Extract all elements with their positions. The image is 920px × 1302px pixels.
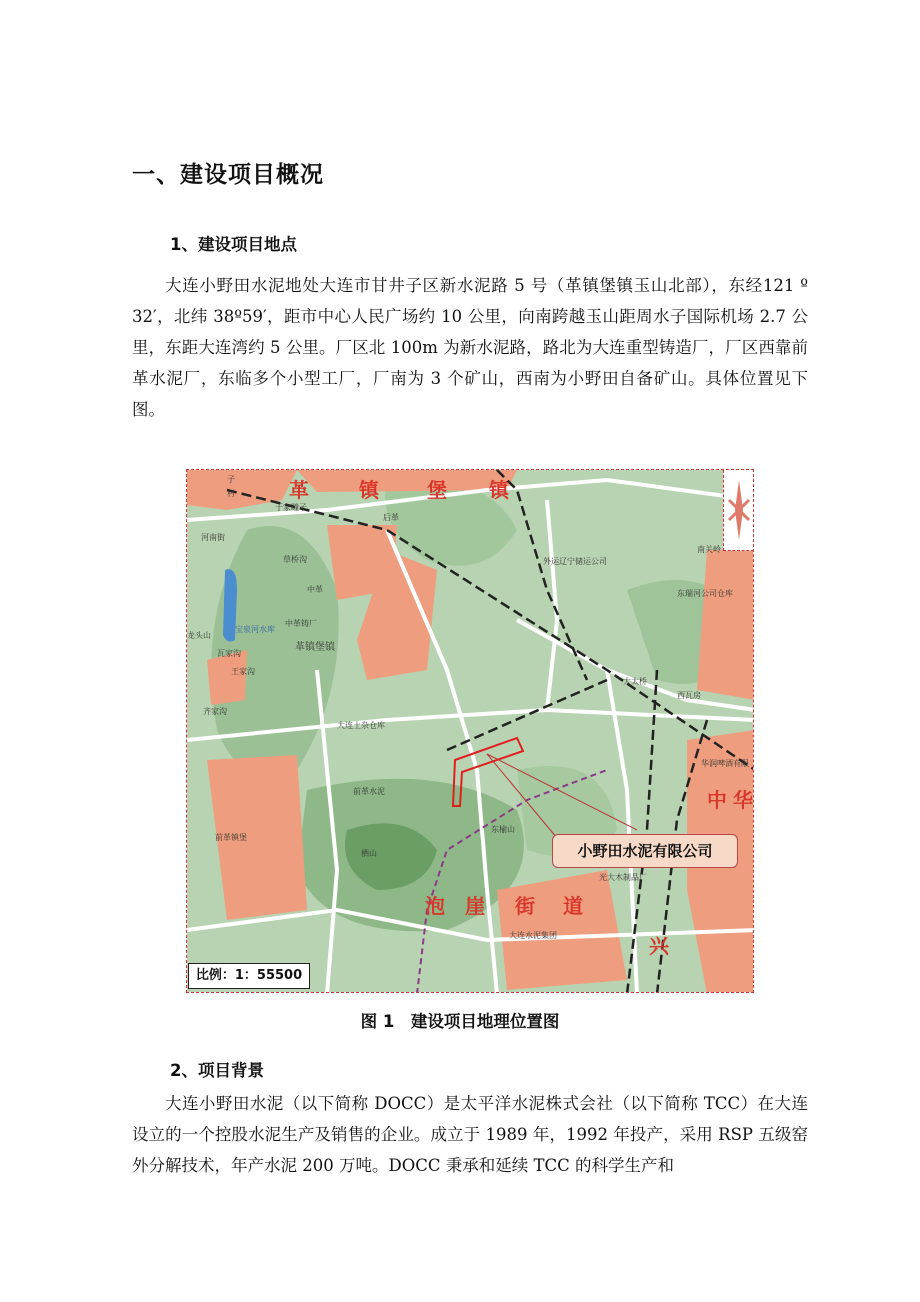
district-label-7: 街 bbox=[515, 894, 535, 918]
district-label-5: 泡 bbox=[425, 894, 445, 918]
map-label: 中革 bbox=[307, 585, 323, 594]
map-label: 王家沟 bbox=[231, 667, 255, 676]
map-label: 后革 bbox=[383, 513, 399, 522]
map-label: 河南街 bbox=[201, 533, 225, 542]
district-label-3: 堡 bbox=[427, 478, 447, 502]
map-label: 龙头山 bbox=[187, 631, 211, 640]
district-label-6: 崖 bbox=[465, 894, 485, 918]
section-2-title: 2、项目背景 bbox=[170, 1061, 264, 1080]
map-label: 东榆山 bbox=[491, 825, 515, 834]
site-callout: 小野田水泥有限公司 bbox=[552, 834, 738, 868]
section-1-paragraph: 大连小野田水泥地处大连市甘井子区新水泥路 5 号（革镇堡镇玉山北部），东经121 º 32′，北纬 38º59′，距市中心人民广场约 10 公里，向南跨越玉山距周水子国际机场 2.7 公里，东距大连湾约 5 公里。厂区北 100m 为新水泥路，路北为大连重型铸造厂，厂区西靠前革水泥厂，东临多个小型工厂，厂南为 3 个矿山，西南为小野田自备矿山。具体位置见下图。 bbox=[132, 276, 808, 419]
map-label: 光大木制品厂 bbox=[599, 873, 647, 882]
map-label: 齐家沟 bbox=[203, 707, 227, 716]
district-label-11: 兴 bbox=[649, 934, 669, 958]
map-label: 中革铸厂 bbox=[285, 619, 317, 628]
map-label: 子 bbox=[227, 475, 235, 484]
section-1-title: 1、建设项目地点 bbox=[170, 235, 297, 254]
district-label-8: 道 bbox=[563, 894, 583, 918]
map-label: 外运辽宁储运公司 bbox=[543, 557, 607, 566]
map-label: 栖山 bbox=[361, 849, 377, 858]
map-label: 村 bbox=[227, 489, 235, 498]
map-label: 瓦家沟 bbox=[217, 649, 241, 658]
map-scale: 比例：1：55500 bbox=[188, 963, 310, 989]
district-label-4: 镇 bbox=[489, 478, 509, 502]
chapter-heading: 一、建设项目概况 bbox=[132, 162, 324, 188]
north-arrow bbox=[723, 470, 754, 551]
map-label: 前革镇堡 bbox=[215, 833, 247, 842]
map-label: 革镇堡镇 bbox=[295, 642, 335, 653]
district-label-10: 华 bbox=[733, 788, 753, 812]
map-label: 大连土杂仓库 bbox=[337, 721, 385, 730]
map-label: 大太桥 bbox=[623, 677, 647, 686]
map-label: 于家疃子 bbox=[275, 503, 307, 512]
section-2-paragraph: 大连小野田水泥（以下简称 DOCC）是太平洋水泥株式会社（以下简称 TCC）在大连设立的一个控股水泥生产及销售的企业。成立于 1989 年，1992 年投产，采用 RSP 五级窑外分解技术，年产水泥 200 万吨。DOCC 秉承和延续 TCC 的科学生产和 bbox=[132, 1094, 808, 1175]
map-label: 大连水泥集团 bbox=[509, 931, 557, 940]
district-label-1: 革 bbox=[289, 478, 309, 502]
map-label: 东瑞河公司仓库 bbox=[677, 589, 733, 598]
map-label: 华润啤酒有限 bbox=[701, 759, 749, 768]
district-label-2: 镇 bbox=[359, 478, 379, 502]
figure-caption: 图 1 建设项目地理位置图 bbox=[360, 1012, 560, 1031]
location-map bbox=[186, 469, 754, 993]
map-label: 草桥沟 bbox=[283, 555, 307, 564]
map-label: 前革水泥 bbox=[353, 787, 385, 796]
map-label: 西瓦房 bbox=[677, 691, 701, 700]
district-label-9: 中 bbox=[707, 788, 727, 812]
map-label: 宝泉河水库 bbox=[235, 625, 275, 634]
map-label: 南关岭 bbox=[697, 545, 721, 554]
